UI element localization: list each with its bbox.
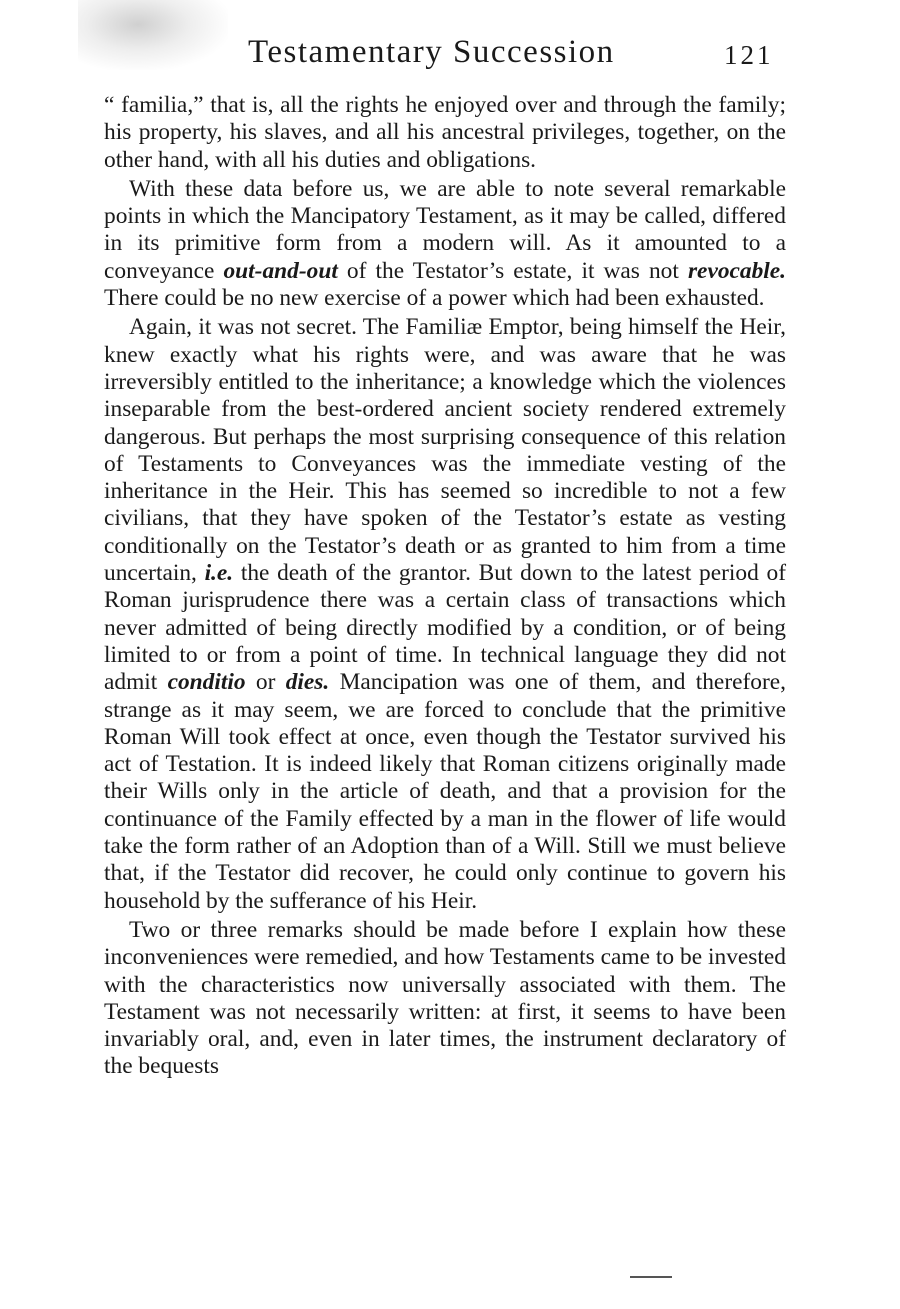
paragraph [104, 92, 786, 174]
italic-term: revocable. [687, 257, 787, 284]
footer-rule [630, 1276, 672, 1278]
italic-term: dies. [285, 669, 330, 696]
text-run: or [245, 669, 286, 696]
text-run: With these data before us, we are able to note several remarkable points in which the Mancipatory Testament, as it may be called, differed in its primitive form from a modern will. As it amounted to a conveyance [104, 175, 786, 284]
text-run: of the Testator’s estate, it was not [337, 257, 688, 284]
italic-term: out-and-out [223, 257, 338, 284]
text-run: There could be no new exercise of a power which had been exhausted. [104, 285, 765, 312]
page-number: 121 [724, 40, 774, 70]
text-run: Mancipation was one of them, and therefore, strange as it may seem, we are forced to conclude that the primitive Roman Will took effect at once, even though the Testator survived his act of Testation. It is indeed likely that Roman citizens originally made their Wills only in the article of death, and that a provision for the continuance of the Family effected by a man in the flower of life would take the form rather of an Adoption than of a Will. Still we must believe that, if the Testator did recover, he could only continue to govern his household by the sufferance of his Heir. [104, 669, 786, 914]
paragraph [104, 314, 786, 915]
paragraph [104, 176, 786, 312]
text-run: Again, it was not secret. The Familiæ Emptor, being himself the Heir, knew exactly what his rights were, and was aware that he was irreversibly entitled to the inheritance; a knowledge which the violences inseparable from the best-ordered ancient society rendered extremely dangerous. But perhaps the most surprising consequence of this relation of Testaments to Conveyances was the immediate vesting of the inheritance in the Heir. This has seemed so incredible to not a few civilians, that they have spoken of the Testator’s estate as vesting conditionally on the Testator’s death or as granted to him from a time uncertain, [104, 314, 786, 587]
text-run: “ familia,” that is, all the rights he enjoyed over and through the family; his property, his slaves, and all his ancestral privileges, together, on the other hand, with all his duties and obligations. [104, 92, 786, 173]
page-header [0, 30, 900, 80]
italic-term: conditio [167, 669, 246, 696]
paragraph [104, 917, 786, 1081]
text-run: Two or three remarks should be made before I explain how these inconveniences were remedied, and how Testaments came to be invested with the characteristics now universally associated with them. The Testament was not necessarily written: at first, it seems to have been invariably oral, and, even in later times, the instrument declaratory of the bequests [104, 916, 786, 1080]
body-text [104, 92, 786, 1081]
text-run: the death of the grantor. But down to the latest period of Roman jurisprudence there was a certain class of transactions which never admitted of being directly modified by a condition, or of being limited to or from a point of time. In technical language they did not admit [104, 560, 786, 696]
running-title: Testamentary Succession [248, 34, 615, 70]
italic-term: i.e. [204, 560, 234, 587]
